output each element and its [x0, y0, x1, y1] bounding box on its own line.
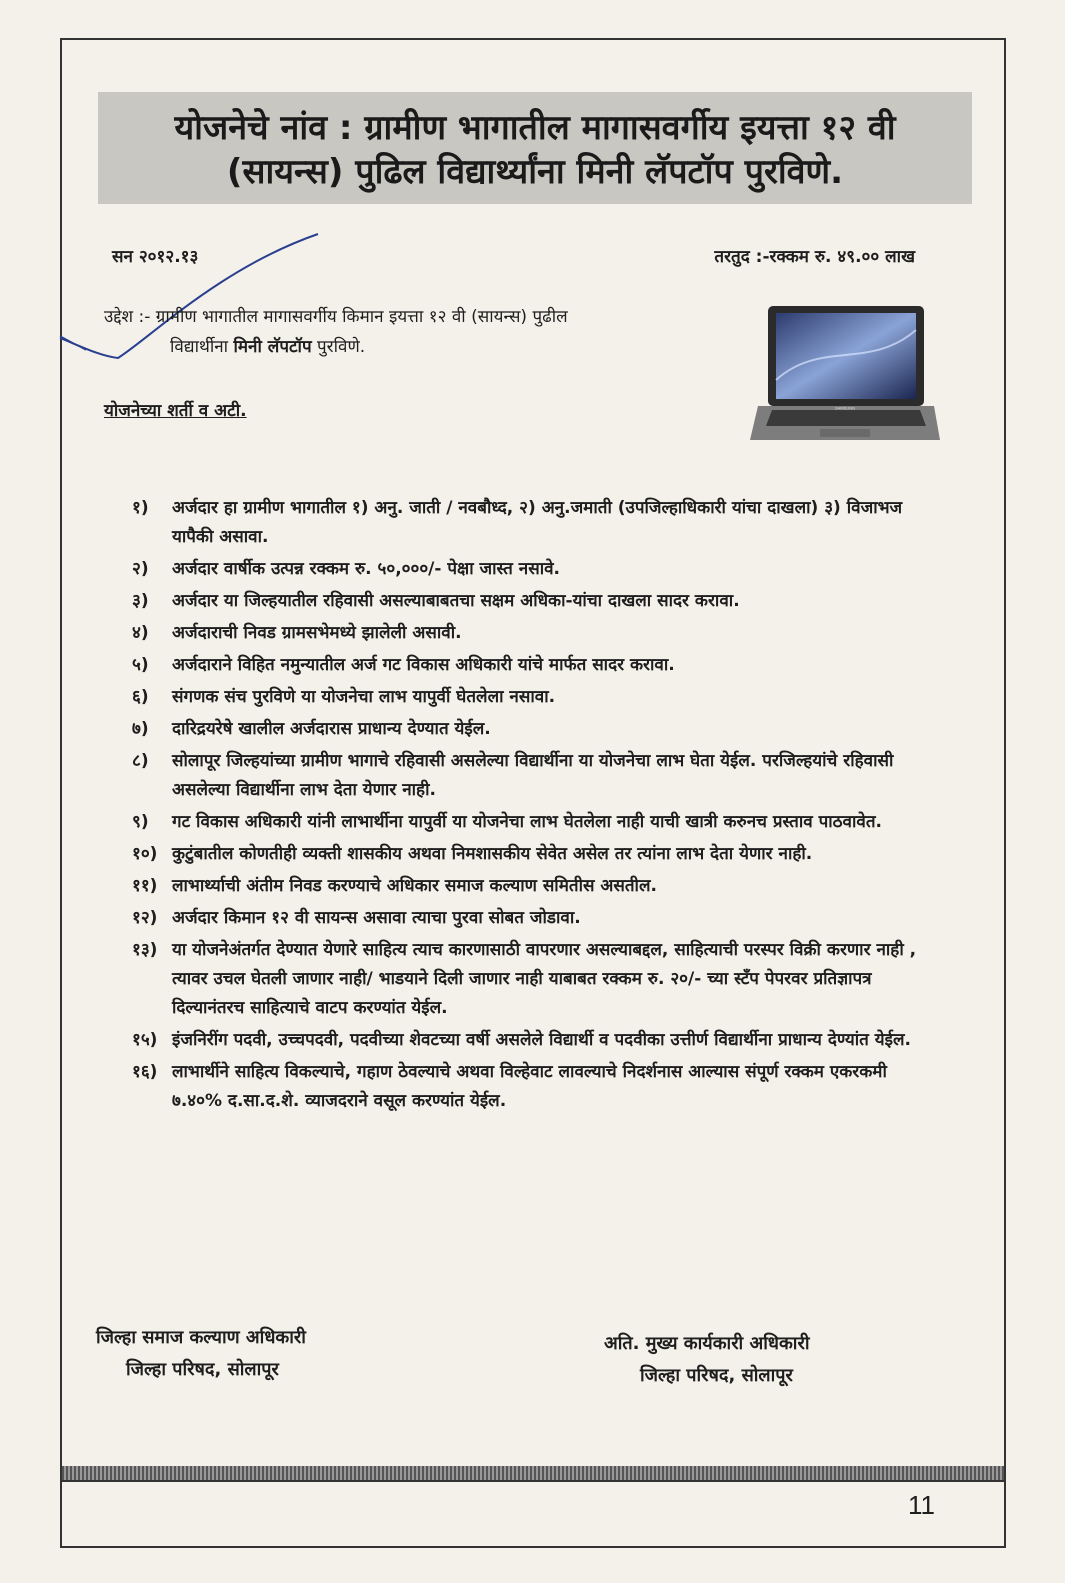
objective-text-2a: विद्यार्थीना	[170, 337, 234, 357]
signature-right	[604, 1328, 809, 1392]
condition-text: सोलापूर जिल्हयांच्या ग्रामीण भागाचे रहिवासी असलेल्या विद्यार्थीना या योजनेचा लाभ घेता येईल. परजिल्हयांचे रहिवासी असलेल्या विद्यार्थीना लाभ देता येणार नाही.	[172, 751, 894, 800]
condition-number: ४)	[132, 623, 149, 643]
condition-number: १)	[132, 498, 149, 518]
condition-text: संगणक संच पुरविणे या योजनेचा लाभ यापुर्वी घेतलेला नसावा.	[172, 687, 556, 707]
signature-right-title: अति. मुख्य कार्यकारी अधिकारी	[604, 1333, 810, 1354]
objective-block	[104, 302, 744, 362]
signature-left-office: जिल्हा परिषद, सोलापूर	[126, 1359, 279, 1380]
objective-label: उद्देश :-	[104, 307, 151, 327]
signature-left	[96, 1322, 306, 1386]
condition-item	[132, 808, 932, 837]
objective-text-2c: पुरविणे.	[311, 337, 366, 357]
condition-number: ३)	[132, 591, 149, 611]
condition-item	[132, 747, 932, 805]
condition-number: ९)	[132, 812, 149, 832]
condition-text: गट विकास अधिकारी यांनी लाभार्थीना यापुर्वी या योजनेचा लाभ घेतलेला नाही याची खात्री करुनच प्रस्ताव पाठवावेत.	[172, 812, 882, 832]
condition-text: अर्जदाराची निवड ग्रामसभेमध्ये झालेली असावी.	[172, 623, 462, 643]
condition-number: १३)	[132, 940, 158, 960]
condition-item	[132, 619, 932, 648]
title-line-1: योजनेचे नांव : ग्रामीण भागातील मागासवर्गीय इयत्ता १२ वी	[174, 108, 896, 148]
condition-item	[132, 1058, 932, 1116]
condition-number: १२)	[132, 908, 158, 928]
condition-number: ५)	[132, 655, 149, 675]
condition-text: या योजनेअंतर्गत देण्यात येणारे साहित्य त्याच कारणासाठी वापरणार असल्याबद्दल, साहित्याची परस्पर विक्री करणार नाही , त्यावर उचल घेतली जाणार नाही/ भाडयाने दिली जाणार नाही याबाबत रक्कम रु. २०/- च्या स्टँप पेपरवर प्रतिज्ञापत्र दिल्यानंतरच साहित्याचे वाटप करण्यांत येईल.	[172, 940, 917, 1018]
condition-text: अर्जदार हा ग्रामीण भागातील १) अनु. जाती / नवबौध्द, २) अनु.जमाती (उपजिल्हाधिकारी यांचा दाखला) ३) विजाभज यापैकी असावा.	[172, 498, 903, 547]
scheme-year: सन २०१२.१३	[112, 247, 199, 267]
condition-number: ७)	[132, 719, 149, 739]
footer-band	[62, 1466, 1004, 1480]
condition-item	[132, 936, 932, 1023]
condition-item	[132, 587, 932, 616]
condition-number: ६)	[132, 687, 149, 707]
signature-right-office: जिल्हा परिषद, सोलापूर	[640, 1365, 793, 1386]
condition-text: अर्जदाराने विहित नमुन्यातील अर्ज गट विकास अधिकारी यांचे मार्फत सादर करावा.	[172, 655, 675, 675]
condition-number: १६)	[132, 1062, 158, 1082]
condition-item	[132, 494, 932, 552]
title-band	[98, 92, 972, 204]
page-number: 11	[908, 1490, 935, 1520]
condition-item	[132, 715, 932, 744]
condition-item	[132, 872, 932, 901]
laptop-brand: SAMSUNG	[834, 405, 856, 411]
condition-number: ८)	[132, 751, 149, 771]
condition-text: अर्जदार किमान १२ वी सायन्स असावा त्याचा पुरवा सोबत जोडावा.	[172, 908, 581, 928]
objective-text-line2	[104, 332, 744, 362]
condition-item	[132, 840, 932, 869]
footer-line	[62, 1480, 1004, 1482]
condition-item	[132, 1026, 932, 1055]
condition-number: १०)	[132, 844, 158, 864]
condition-number: ११)	[132, 876, 158, 896]
condition-text: लाभार्थीने साहित्य विकल्याचे, गहाण ठेवल्याचे अथवा विल्हेवाट लावल्याचे निदर्शनास आल्यास संपूर्ण रक्कम एकरकमी ७.४०% द.सा.द.शे. व्याजदराने वसूल करण्यांत येईल.	[172, 1062, 887, 1111]
condition-text: इंजनिरींग पदवी, उच्चपदवी, पदवीच्या शेवटच्या वर्षी असलेले विद्यार्थी व पदवीका उत्तीर्ण विद्यार्थीना प्राधान्य देण्यांत येईल.	[172, 1030, 911, 1050]
condition-item	[132, 683, 932, 712]
conditions-list	[132, 494, 932, 1119]
condition-text: अर्जदार या जिल्हयातील रहिवासी असल्याबाबतचा सक्षम अधिका-यांचा दाखला सादर करावा.	[172, 591, 740, 611]
condition-text: अर्जदार वार्षीक उत्पन्न रक्कम रु. ५०,०००/- पेक्षा जास्त नसावे.	[172, 559, 561, 579]
conditions-heading: योजनेच्या शर्ती व अटी.	[104, 401, 247, 421]
signature-left-title: जिल्हा समाज कल्याण अधिकारी	[96, 1327, 306, 1348]
condition-item	[132, 555, 932, 584]
objective-text-line1: ग्रामीण भागातील मागासवर्गीय किमान इयत्ता १२ वी (सायन्स) पुढील	[155, 307, 568, 327]
condition-text: कुटुंबातील कोणतीही व्यक्ती शासकीय अथवा निमशासकीय सेवेत असेल तर त्यांना लाभ देता येणार नाही.	[172, 844, 813, 864]
condition-number: २)	[132, 559, 149, 579]
budget-provision: तरतुद :-रक्कम रु. ४९.०० लाख	[714, 247, 915, 267]
condition-text: लाभार्थ्याची अंतीम निवड करण्याचे अधिकार समाज कल्याण समितीस असतील.	[172, 876, 657, 896]
condition-text: दारिद्रयरेषे खालील अर्जदारास प्राधान्य देण्यात येईल.	[172, 719, 491, 739]
condition-item	[132, 651, 932, 680]
title-line-2: (सायन्स) पुढिल विद्यार्थ्यांना मिनी लॅपटॉप पुरविणे.	[226, 152, 844, 192]
laptop-image	[750, 300, 940, 450]
objective-text-2b: मिनी लॅपटॉप	[233, 337, 312, 357]
condition-number: १५)	[132, 1030, 158, 1050]
condition-item	[132, 904, 932, 933]
